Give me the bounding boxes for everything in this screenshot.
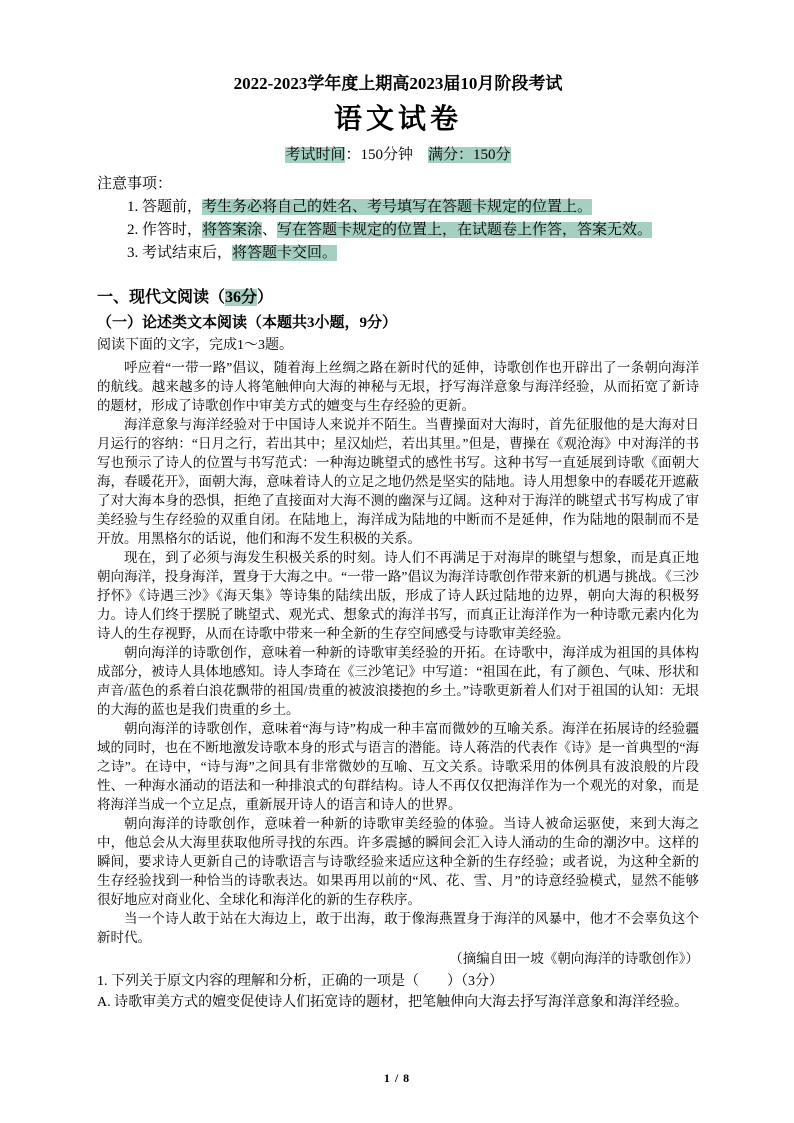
passage-paragraph: 当一个诗人敢于站在大海边上，敢于出海，敢于像海燕置身于海洋的风暴中，他才不会辜负这个新时代。: [97, 911, 699, 945]
paper-header: [97, 72, 699, 166]
highlight-mark: 考试时间: [285, 147, 346, 163]
text-run: 、: [262, 222, 278, 238]
notice-item: [127, 196, 699, 219]
highlight-mark: 考生务必将自己的姓名、考号填写在答题卡规定的位置上。: [202, 199, 593, 215]
paper-body: [97, 285, 699, 1013]
highlight-mark: 将答案涂: [202, 222, 263, 238]
text-run: ）: [257, 289, 274, 306]
passage-paragraph: 现在，到了必须与海发生积极关系的时刻。诗人们不再满足于对海岸的眺望与想象，而是真正地朝向海洋，投身海洋，置身于大海之中。“一带一路”倡议为海洋诗歌创作带来新的机遇与挑战。《三沙抒怀》《诗遇三沙》《海天集》等诗集的陆续出版，形成了诗人跃过陆地的边界，朝向大海的积极努力。诗人们终于摆脱了眺望式、观光式、想象式的海洋书写，而真正让海洋作为一种诗歌元素内化为诗人的生存视野，从而在诗歌中带来一种全新的生存空间感受与诗歌审美经验。: [97, 550, 699, 641]
passage-paragraph: 呼应着“一带一路”倡议，随着海上丝绸之路在新时代的延伸，诗歌创作也开辟出了一条朝向海洋的航线。越来越多的诗人将笔触伸向大海的神秘与无垠，抒写海洋意象与海洋经验，从而拓宽了新诗的题材，形成了诗歌创作中审美方式的嬗变与生存经验的更新。: [97, 360, 699, 413]
subsection-heading-argumentative-reading: （一）论述类文本阅读（本题共3小题，9分）: [97, 315, 398, 331]
notice-item: [127, 242, 699, 265]
highlight-mark: 写在答题卡规定的位置上，在试题卷上作答，答案无效。: [277, 222, 653, 238]
highlight-mark: 36分: [225, 289, 258, 306]
highlight-mark: 满分：150分: [428, 147, 511, 163]
notices-section: [97, 173, 699, 265]
text-run: 一、现代文阅读（: [97, 289, 226, 306]
exam-info-line: [97, 144, 699, 166]
passage-paragraph: 朝向海洋的诗歌创作，意味着一种新的诗歌审美经验的开拓。在诗歌中，海洋成为祖国的具体构成部分，被诗人具体地感知。诗人李琦在《三沙笔记》中写道：“祖国在此，有了颜色、气味、形状和声音/蓝色的系着白浪花飘带的祖国/贵重的被波浪搂抱的乡土。”诗歌更新着人们对于祖国的认知：无垠的大海的蓝也是我们贵重的乡土。: [97, 645, 699, 717]
passage-paragraph: 朝向海洋的诗歌创作，意味着“海与诗”构成一种丰富而微妙的互喻关系。海洋在拓展诗的经验疆域的同时，也在不断地激发诗歌本身的形式与语言的潜能。诗人蒋浩的代表作《诗》是一首典型的“海之诗”。在诗中，“诗与海”之间具有非常微妙的互喻、互文关系。诗歌采用的体例具有波浪般的片段性、一种海水涌动的语法和一种排浪式的句群结构。诗人不再仅仅把海洋作为一个观光的对象，而是将海洋当成一个立足点，重新展开诗人的语言和诗人的世界。: [97, 721, 699, 812]
notice-item: [127, 219, 699, 242]
paper-title: 语文试卷: [333, 104, 462, 135]
reading-instruction: 阅读下面的文字，完成1～3题。: [97, 338, 293, 353]
question-1-option-a: A. 诗歌审美方式的嬗变促使诗人们拓宽诗的题材，把笔触伸向大海去抒写海洋意象和海洋经验。: [97, 995, 689, 1010]
question-1: 1. 下列关于原文内容的理解和分析，正确的一项是（ ）（3分）: [97, 974, 503, 989]
passage-paragraph: 海洋意象与海洋经验对于中国诗人来说并不陌生。当曹操面对大海时，首先征服他的是大海对日月运行的容纳：“日月之行，若出其中；星汉灿烂，若出其里。”但是，曹操在《观沧海》中对海洋的书写也预示了诗人的位置与书写范式：一种海边眺望式的感性书写。这种书写一直延展到诗歌《面朝大海，春暖花开》，面朝大海，意味着诗人的立足之地仍然是坚实的陆地。诗人用想象中的春暖花开遮蔽了对大海本身的恐惧，拒绝了直接面对大海不测的幽深与辽阔。这种对于海洋的眺望式书写构成了审美经验与生存经验的双重自闭。在陆地上，海洋成为陆地的中断而不是延伸，作为陆地的限制而不是开放。用黑格尔的话说，他们和海不发生积极的关系。: [97, 417, 699, 546]
page-number: 1 / 8: [383, 1071, 411, 1085]
highlight-mark: 将答题卡交回。: [232, 245, 338, 261]
notices-heading: 注意事项：: [97, 176, 173, 192]
page-footer: [0, 1069, 794, 1087]
text-run: 1. 答题前，: [127, 199, 203, 215]
passage-paragraph: 朝向海洋的诗歌创作，意味着一种新的诗歌审美经验的体验。当诗人被命运驱使，来到大海之中，他总会从大海里获取他所寻找的东西。许多震撼的瞬间会汇入诗人涌动的生命的潮汐中。这样的瞬间，要求诗人更新自己的诗歌语言与诗歌经验来适应这种全新的生存经验；或者说，为这种全新的生存经验找到一种恰当的诗歌表达。如果再用以前的“风、花、雪、月”的诗意经验模式，显然不能够很好地应对商业化、全球化和海洋化的新的生存秩序。: [97, 816, 699, 907]
section-heading-modern-reading: [97, 285, 699, 310]
notices-list: [97, 196, 699, 265]
text-run: 3. 考试结束后，: [127, 245, 233, 261]
passage-attribution: （摘编自田一坡《朝向海洋的诗歌创作》）: [449, 951, 699, 966]
text-run: 2. 作答时，: [127, 222, 203, 238]
passage-body: [97, 358, 699, 947]
text-run: ：150分钟: [345, 147, 428, 163]
exam-session-title: 2022-2023学年度上期高2023届10月阶段考试: [233, 74, 563, 93]
